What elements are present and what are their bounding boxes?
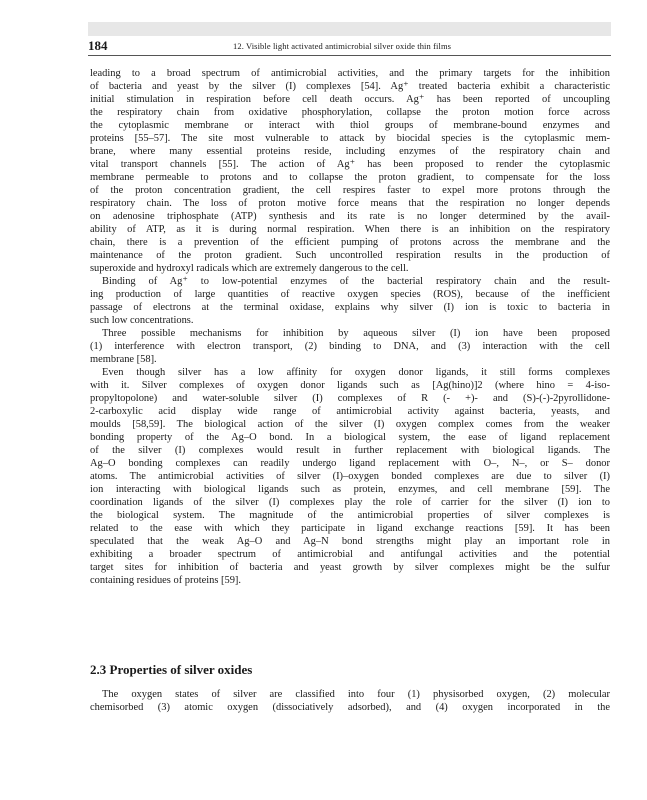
text-line: Even though silver has a low affinity for oxygen donor ligands, it still forms complexes: [102, 367, 610, 378]
text-line: ing production of large quantities of reactive oxygen species (ROS), because of the inefficient: [90, 289, 610, 300]
text-line: exhibiting a broader spectrum of antimicrobial and antifungal activities and the potential: [90, 549, 610, 560]
text-line: of the silver (I) complexes would result in further replacement with biological ligands. The: [90, 445, 610, 456]
text-line: bonding property of the Ag–O bond. In a biological system, the ease of ligand replacement: [90, 432, 610, 443]
text-line: ion interacting with biological ligands such as protein, enzymes, and cell membrane [59]. The: [90, 484, 610, 495]
text-line: membrane permeable to protons and to collapse the proton gradient, to compensate for the loss: [90, 172, 610, 183]
text-line: related to the ease with which they participate in ligand exchange reactions [59]. It has been: [90, 523, 610, 534]
text-line: coordination ligands of the silver (I) complexes play the role of carrier for the silver (I) ion to: [90, 497, 610, 508]
text-line: speculated that the weak Ag–O and Ag–N bond strengths might play an important role in: [90, 536, 610, 547]
text-line: containing residues of proteins [59].: [90, 575, 242, 586]
text-line: ability of ATP, as it is during normal respiration. When there is an inhibition on the respiratory: [90, 224, 610, 235]
text-line: membrane [58].: [90, 354, 157, 365]
text-line: Three possible mechanisms for inhibition by aqueous silver (I) ion have been proposed: [102, 328, 610, 339]
header-bar: [88, 22, 611, 36]
text-line: the respiratory chain from oxidative phosphorylation, collapse the proton motion force across: [90, 107, 610, 118]
text-line: chemisorbed (3) atomic oxygen (dissociatively adsorbed), and (4) oxygen incorporated in the: [90, 702, 610, 713]
body-text: [90, 67, 610, 587]
text-line: on adenosine triphosphate (ATP) synthesis and its rate is no longer determined by the avail-: [90, 211, 610, 222]
text-line: of bacteria and yeast by the silver (I) complexes [54]. Ag⁺ treated bacteria exhibit a characteristic: [90, 81, 610, 92]
text-line: passage of electrons at the terminal oxidase, explains why silver (I) ion is toxic to bacteria in: [90, 302, 610, 313]
text-line: such low concentrations.: [90, 315, 194, 326]
text-line: respiratory chain. The loss of proton motive force means that the respiration no longer depends: [90, 198, 610, 209]
text-line: (1) interference with electron transport, (2) binding to DNA, and (3) interaction with the cell: [90, 341, 610, 352]
text-line: leading to a broad spectrum of antimicrobial activities, and the primary targets for the inhibition: [90, 68, 610, 79]
text-line: proteins [55–57]. The site most vulnerable to attack by biocidal species is the cytoplasmic mem-: [90, 133, 610, 144]
text-line: propyltopolone) and water-soluble silver (I) complexes of R (- +)- and (S)-(-)-2pyrollidone-: [90, 393, 610, 404]
text-line: atoms. The antimicrobial activities of silver (I)–oxygen bonded complexes are due to silver (I): [90, 471, 610, 482]
text-line: 2-carboxylic acid display wide range of antimicrobial activity against bacteria, yeasts, and: [90, 406, 610, 417]
page-number: 184: [88, 38, 108, 53]
text-line: moulds [58,59]. The biological action of the silver (I) oxygen complex comes from the weaker: [90, 419, 610, 430]
text-line: target sites for inhibition of bacteria and yeast growth by silver complexes might be the sulfur: [90, 562, 610, 573]
text-line: Binding of Ag⁺ to low-potential enzymes of the bacterial respiratory chain and the result-: [102, 276, 610, 287]
text-line: chain, there is a prevention of the efficient pumping of protons across the membrane and the: [90, 237, 610, 248]
section-body-text: [90, 688, 610, 714]
running-head-title: 12. Visible light activated antimicrobial silver oxide thin films: [233, 41, 452, 51]
running-header: [88, 37, 611, 56]
text-line: with it. Silver complexes of oxygen donor ligands such as [Ag(hino)]2 (where hino = 4-iso-: [90, 380, 610, 391]
text-line: brane, where many essential proteins reside, including enzymes of the respiratory chain and: [90, 146, 610, 157]
text-line: vital transport channels [55]. The action of Ag⁺ has been proposed to render the cytoplasmic: [90, 159, 610, 170]
text-line: of the proton concentration gradient, the cell respires faster to expel more protons through the: [90, 185, 610, 196]
text-line: the cytoplasmic membrane or interact with thiol groups of membrane-bound enzymes and: [90, 120, 610, 131]
text-line: the biological system. The magnitude of the antimicrobial properties of silver complexes is: [90, 510, 610, 521]
text-line: The oxygen states of silver are classified into four (1) physisorbed oxygen, (2) molecular: [102, 689, 610, 700]
text-line: Ag–O bonding complexes can readily undergo ligand replacement with O–, N–, or S– donor: [90, 458, 610, 469]
text-line: initial stimulation in respiration before cell death occurs. Ag⁺ has been reported of uncoupling: [90, 94, 610, 105]
text-line: superoxide and hydroxyl radicals which are extremely dangerous to the cell.: [90, 263, 409, 274]
section-heading: 2.3 Properties of silver oxides: [90, 662, 253, 677]
text-line: maintenance of the proton gradient. Such uncontrolled respiration results in the production of: [90, 250, 610, 261]
